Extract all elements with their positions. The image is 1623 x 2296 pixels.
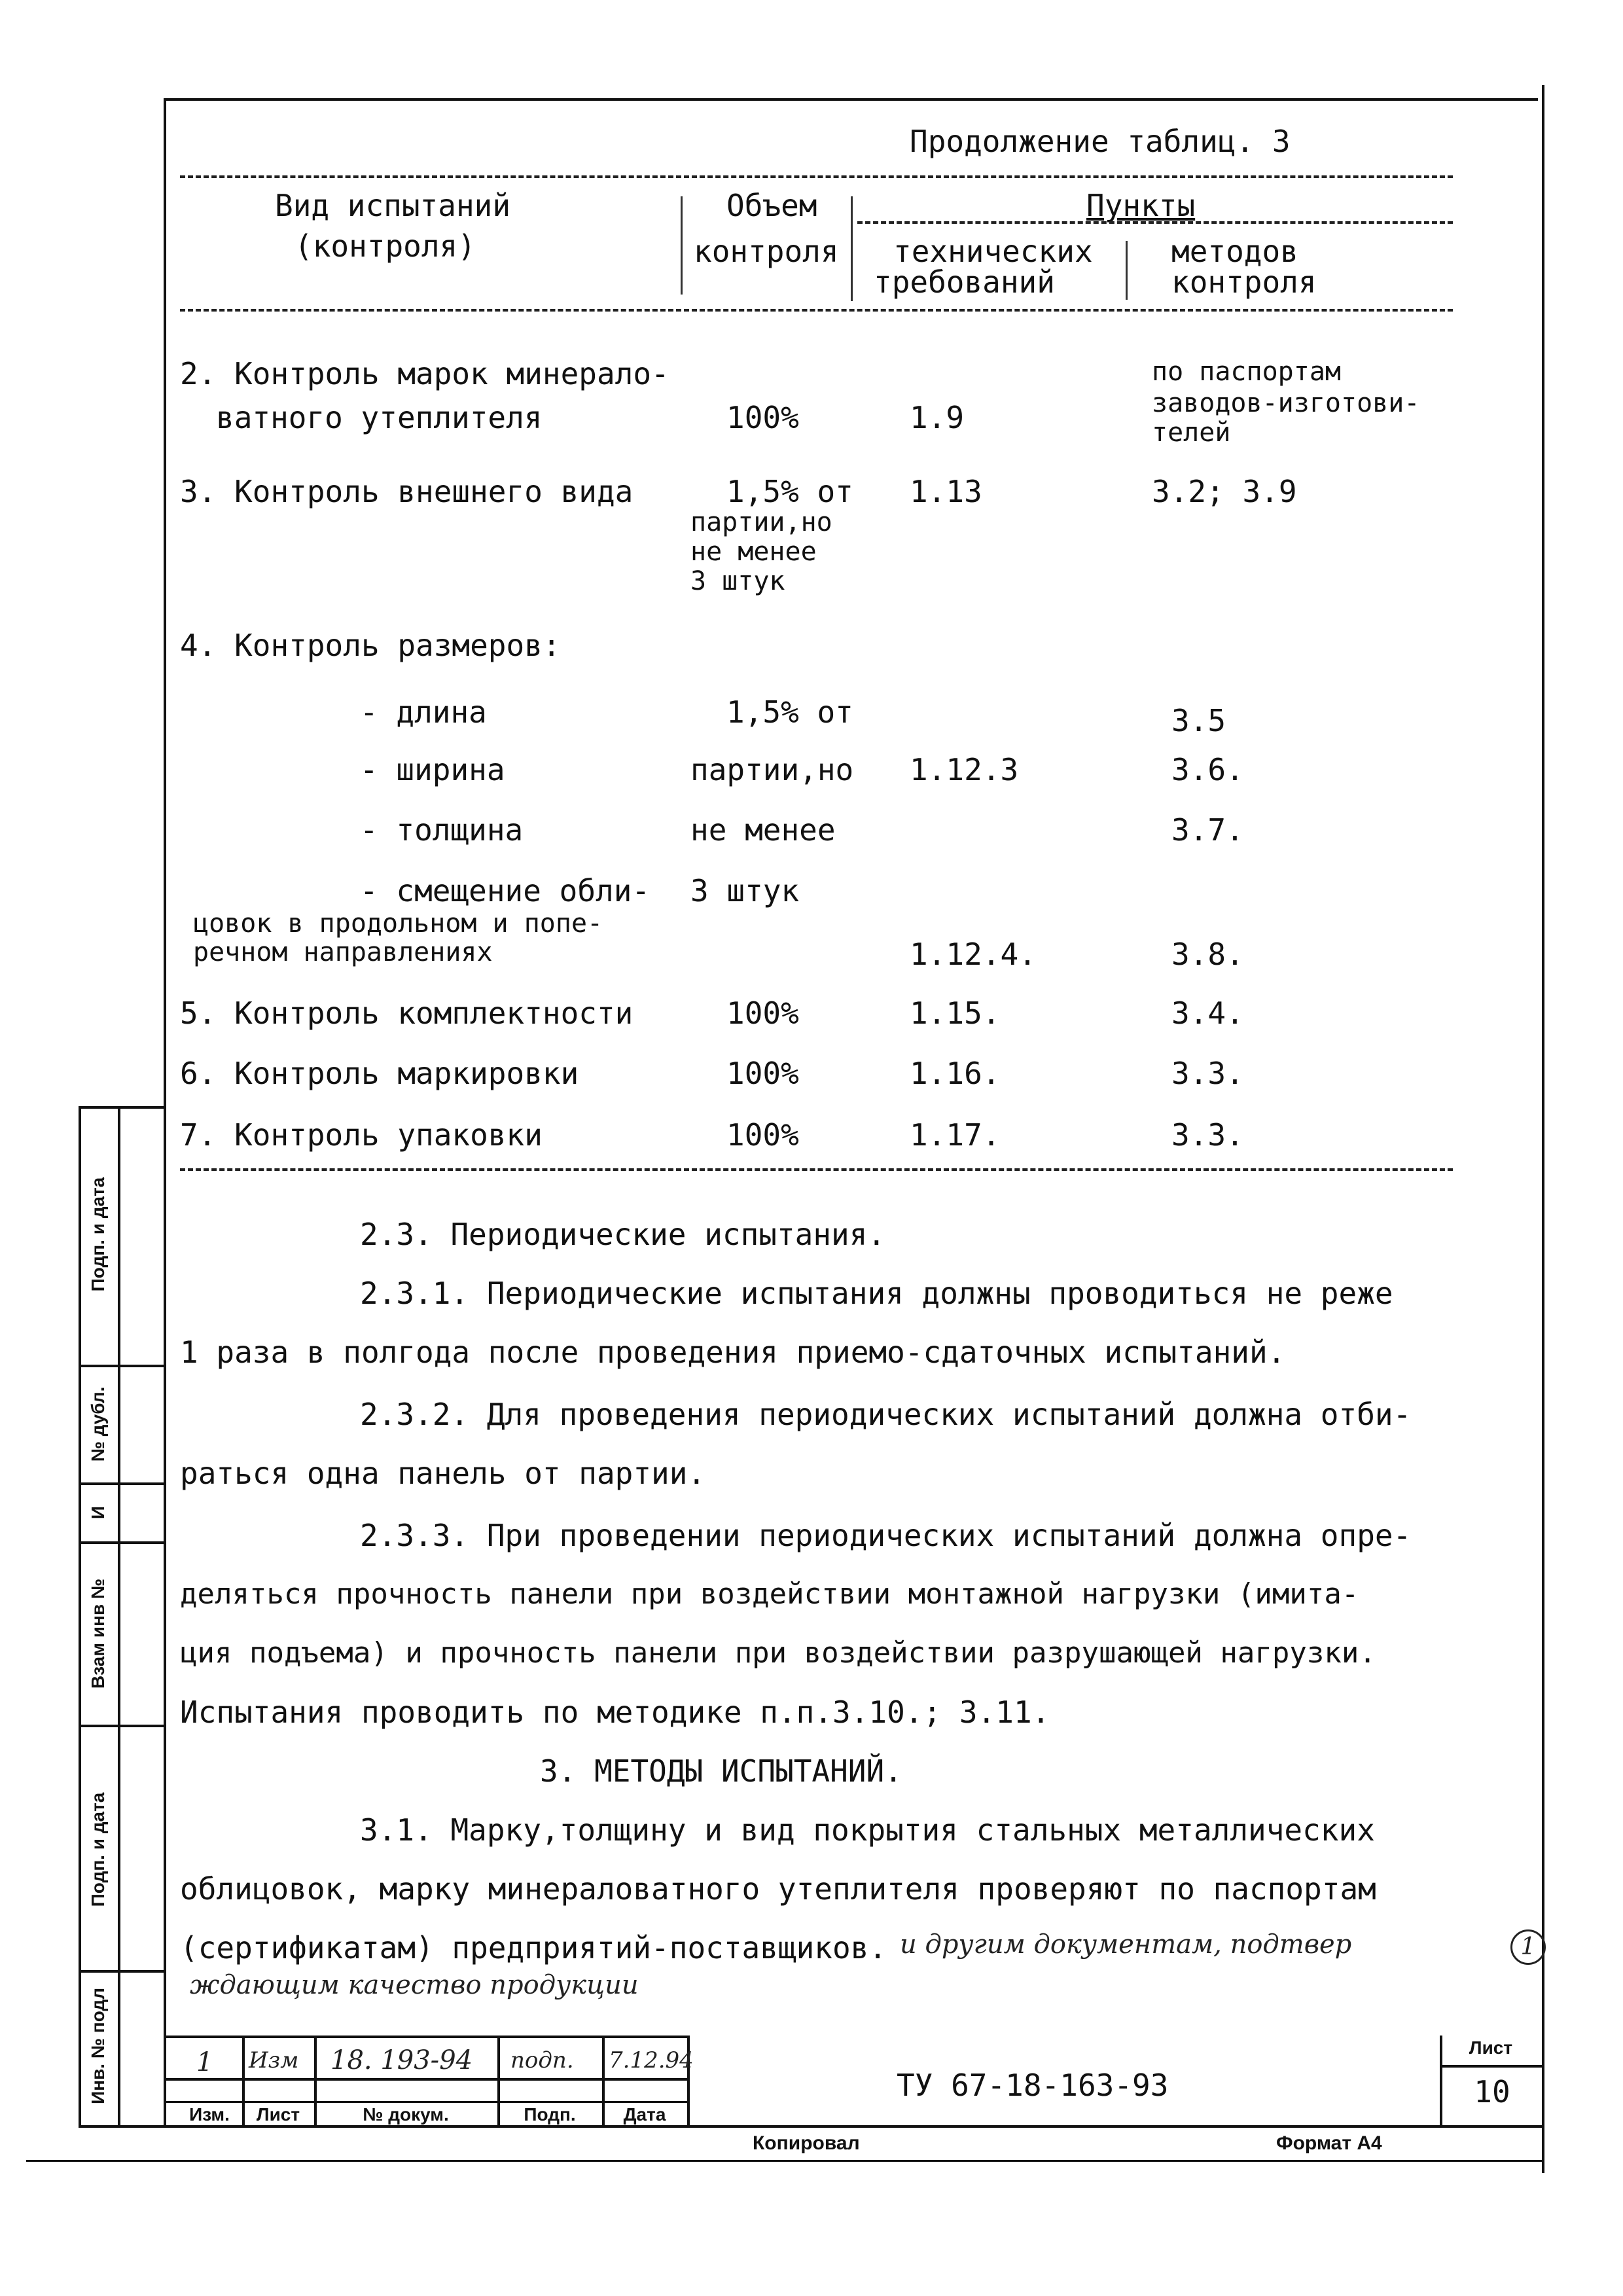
handwritten-addition-line1: и другим документам, подтвер (900, 1929, 1352, 1960)
row5-tech: 1.15. (910, 996, 1001, 1031)
para-2-3-2-line1: 2.3.2. Для проведения периодических испытаний должна отби- (360, 1397, 1412, 1432)
stamp-inner-left (118, 1106, 120, 2126)
para-2-3-heading: 2.3. Периодические испытания. (360, 1217, 886, 1252)
row4d-volume: 3 штук (690, 873, 800, 908)
col-volume-label-2: контроля (694, 234, 839, 269)
row7-volume: 100% (726, 1117, 799, 1153)
sheet-box-rule (1440, 2065, 1542, 2068)
stamp-outer-left (79, 1106, 81, 2126)
row6-type: 6. Контроль маркировки (180, 1056, 579, 1091)
row6-volume: 100% (726, 1056, 799, 1091)
row4d-method: 3.8. (1171, 937, 1244, 972)
row4b-type: - ширина (360, 752, 505, 787)
stamp-rule-6 (79, 1970, 164, 1973)
table-head-bottom-rule (180, 309, 1453, 312)
row4a-volume: 1,5% от (726, 694, 853, 730)
page-bottom-rule (26, 2160, 1542, 2162)
stamp-label-sign-date-1: Подп. и дата (88, 1177, 108, 1292)
col-group-label: Пункты (1086, 188, 1196, 223)
date-value: 7.12.94 (609, 2047, 694, 2073)
col-tech-label-1: технических (893, 234, 1093, 269)
head-sep-3 (1126, 241, 1128, 300)
change-number-value: 1 (196, 2047, 213, 2077)
row4a-method: 3.5 (1171, 703, 1226, 738)
document-designation: ТУ 67-18-163-93 (897, 2068, 1169, 2103)
sheet-label: Лист (1469, 2037, 1513, 2058)
frame-top-border (164, 98, 1538, 101)
row4c-method: 3.7. (1171, 812, 1244, 848)
row4c-volume: не менее (690, 812, 836, 848)
row4b-volume: партии,но (690, 752, 854, 787)
row3-volume-line1: 1,5% от (726, 474, 853, 509)
para-3-1-line1: 3.1. Марку,толщину и вид покрытия стальных металлических (360, 1812, 1375, 1848)
row3-method: 3.2; 3.9 (1152, 474, 1297, 509)
stamp-label-inv-original: Инв. № подл (88, 1988, 108, 2105)
stamp-label-i: И (88, 1505, 108, 1520)
row7-tech: 1.17. (910, 1117, 1001, 1153)
footer-copied-label: Копировал (753, 2132, 860, 2154)
table-top-rule (180, 175, 1453, 178)
row2-volume: 100% (726, 400, 799, 435)
footer-format-label: Формат А4 (1276, 2132, 1382, 2154)
para-3-1-line3: (сертификатам) предприятий-поставщиков. (180, 1930, 887, 1965)
stamp-rule-1 (79, 1106, 164, 1109)
col-method-label-1: методов (1171, 234, 1298, 269)
row3-volume-line4: 3 штук (690, 566, 785, 596)
para-2-3-1-line2: 1 раза в полгода после проведения приемо-сдаточных испытаний. (180, 1335, 1286, 1370)
handwritten-addition-line2: ждающим качество продукции (190, 1970, 639, 2000)
frame-bottom-border (79, 2125, 1542, 2128)
col-volume-label-1: Объем (726, 188, 817, 223)
row3-tech: 1.13 (910, 474, 982, 509)
row2-method-line1: по паспортам (1152, 357, 1341, 387)
para-2-3-2-line2: раться одна панель от партии. (180, 1456, 706, 1491)
row6-tech: 1.16. (910, 1056, 1001, 1091)
stamp-label-duplicate: № дубл. (88, 1386, 108, 1462)
sheet-number: 10 (1474, 2074, 1510, 2109)
stamp-label-replace-inv: Взам инв № (88, 1578, 108, 1689)
row4b-tech: 1.12.3 (910, 752, 1019, 787)
row3-volume-line2: партии,но (690, 507, 832, 537)
label-sheet: Лист (256, 2104, 300, 2125)
frame-right-border (1542, 85, 1544, 2173)
change-sheet-value: Изм (249, 2047, 299, 2073)
row4b-method: 3.6. (1171, 752, 1244, 787)
col-type-label-2: (контроля) (294, 228, 476, 264)
group-underline (857, 221, 1453, 224)
col-type-label-1: Вид испытаний (275, 188, 511, 223)
para-2-3-3-line1: 2.3.3. При проведении периодических испытаний должна опре- (360, 1518, 1412, 1553)
head-sep-1 (681, 196, 683, 295)
row4d-type-line2: цовок в продольном и попе- (193, 908, 603, 939)
signature-value: подп. (510, 2047, 574, 2073)
label-signature: Подп. (524, 2104, 576, 2125)
label-document-number: № докум. (363, 2104, 449, 2125)
stamp-rule-2 (79, 1365, 164, 1367)
label-change: Изм. (189, 2104, 230, 2125)
row4d-tech: 1.12.4. (910, 937, 1037, 972)
row4-type: 4. Контроль размеров: (180, 628, 561, 663)
col-method-label-2: контроля (1171, 264, 1317, 300)
para-2-3-1-line1: 2.3.1. Периодические испытания должны проводиться не реже (360, 1276, 1393, 1311)
head-sep-2 (851, 196, 853, 301)
row6-method: 3.3. (1171, 1056, 1244, 1091)
row7-type: 7. Контроль упаковки (180, 1117, 543, 1153)
label-date: Дата (623, 2104, 666, 2125)
para-2-3-3-line3: ция подъема) и прочность панели при воздействии разрушающей нагрузки. (180, 1636, 1376, 1670)
document-number-value: 18. 193-94 (330, 2045, 473, 2075)
table-continuation-title: Продолжение таблиц. 3 (910, 124, 1291, 159)
row4d-type-line1: - смещение обли- (360, 873, 651, 908)
row4d-type-line3: речном направлениях (193, 937, 493, 967)
section-3-heading: 3. МЕТОДЫ ИСПЫТАНИЙ. (540, 1753, 902, 1789)
row5-volume: 100% (726, 996, 799, 1031)
para-2-3-3-line2: деляться прочность панели при воздействии монтажной нагрузки (имита- (180, 1577, 1359, 1611)
revision-mark: 1 (1510, 1929, 1546, 1965)
row5-method: 3.4. (1171, 996, 1244, 1031)
stamp-label-sign-date-2: Подп. и дата (88, 1792, 108, 1907)
row2-tech: 1.9 (910, 400, 965, 435)
row4a-type: - длина (360, 694, 487, 730)
row2-type-line2: ватного утеплителя (216, 400, 543, 435)
para-3-1-line2: облицовок, марку минераловатного утеплителя проверяют по паспортам (180, 1871, 1376, 1907)
row3-type: 3. Контроль внешнего вида (180, 474, 633, 509)
frame-left-border (164, 98, 166, 2127)
para-2-3-3-line4: Испытания проводить по методике п.п.3.10.; 3.11. (180, 1695, 1050, 1730)
row3-volume-line3: не менее (690, 537, 817, 567)
stamp-rule-5 (79, 1725, 164, 1727)
row5-type: 5. Контроль комплектности (180, 996, 633, 1031)
row4c-type: - толщина (360, 812, 524, 848)
col-tech-label-2: требований (874, 264, 1055, 300)
row7-method: 3.3. (1171, 1117, 1244, 1153)
row2-method-line2: заводов-изготови- (1152, 388, 1420, 418)
table-bottom-rule (180, 1168, 1453, 1171)
row2-method-line3: телей (1152, 418, 1231, 448)
row2-type-line1: 2. Контроль марок минерало- (180, 356, 669, 391)
